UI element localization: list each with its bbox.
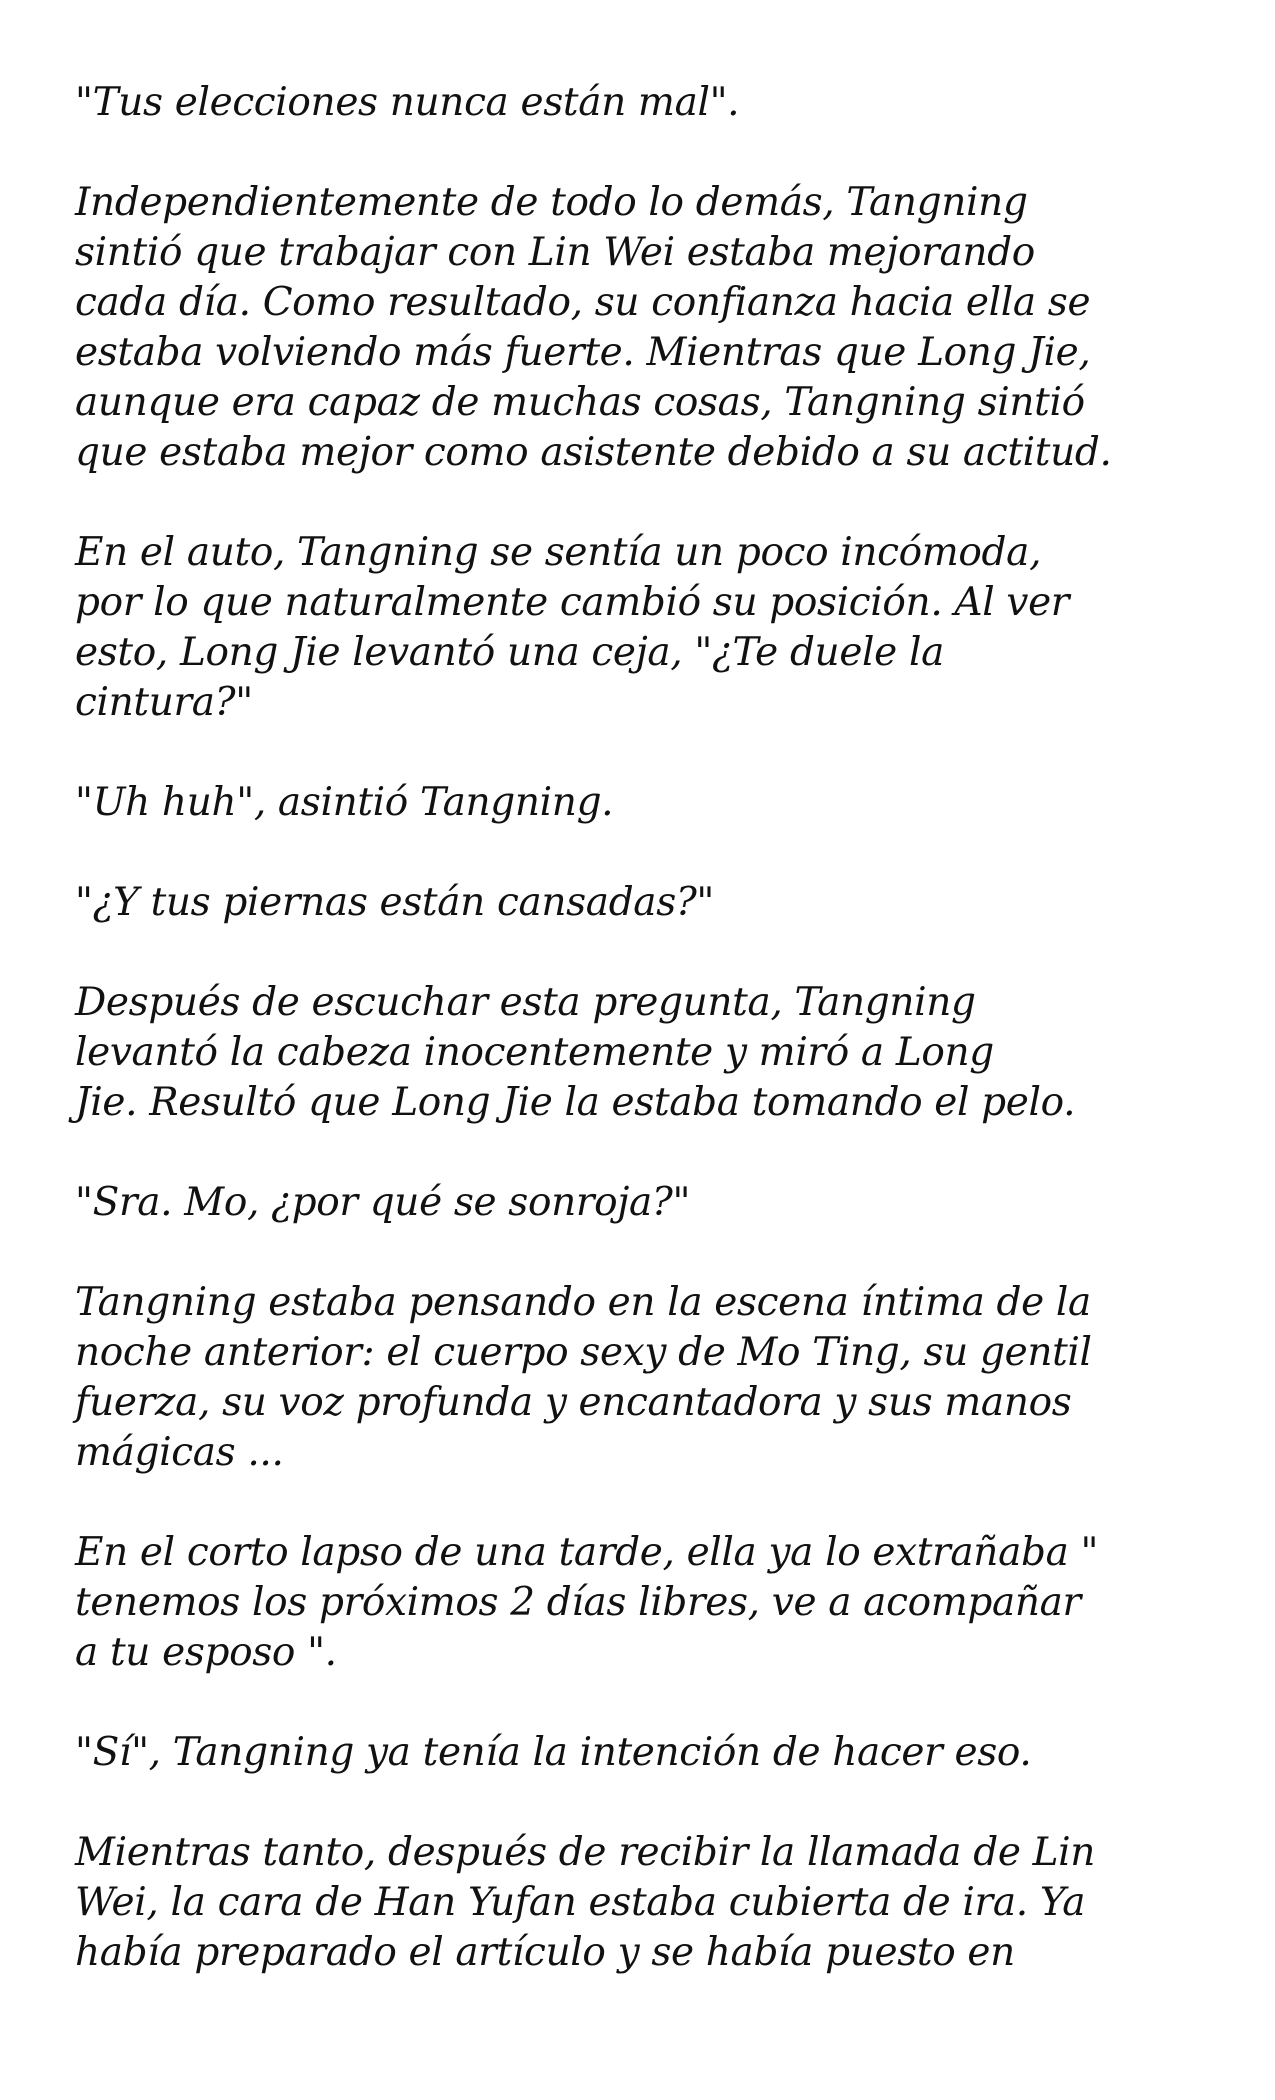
paragraph bbox=[75, 1728, 1225, 1778]
paragraph bbox=[75, 78, 1225, 128]
paragraph bbox=[75, 1528, 1225, 1678]
text-line: "Sí", Tangning ya tenía la intención de hacer eso. bbox=[75, 1730, 1032, 1775]
text-line: En el auto, Tangning se sentía un poco incómoda, bbox=[75, 530, 1042, 575]
text-line: esto, Long Jie levantó una ceja, "¿Te duele la bbox=[75, 630, 944, 675]
text-line: a tu esposo ". bbox=[75, 1630, 337, 1675]
text-line: sintió que trabajar con Lin Wei estaba mejorando bbox=[75, 230, 1035, 275]
text-line: Mientras tanto, después de recibir la llamada de Lin bbox=[75, 1830, 1096, 1875]
text-line: "Uh huh", asintió Tangning. bbox=[75, 780, 614, 825]
text-line: había preparado el artículo y se había puesto en bbox=[75, 1930, 1015, 1975]
paragraph bbox=[75, 178, 1225, 478]
text-line: Independientemente de todo lo demás, Tangning bbox=[75, 180, 1028, 225]
text-line: Después de escuchar esta pregunta, Tangning bbox=[75, 980, 976, 1025]
text-line: aunque era capaz de muchas cosas, Tangning sintió bbox=[75, 380, 1085, 425]
text-line: Wei, la cara de Han Yufan estaba cubierta de ira. Ya bbox=[75, 1880, 1086, 1925]
paragraph bbox=[75, 978, 1225, 1128]
text-line: mágicas ... bbox=[75, 1430, 284, 1475]
text-line: "Tus elecciones nunca están mal". bbox=[75, 80, 740, 125]
text-line: tenemos los próximos 2 días libres, ve a acompañar bbox=[75, 1580, 1081, 1625]
text-line: En el corto lapso de una tarde, ella ya lo extrañaba " bbox=[75, 1530, 1099, 1575]
paragraph bbox=[75, 1828, 1225, 1978]
text-line: cintura?" bbox=[75, 680, 253, 725]
paragraph bbox=[75, 1278, 1225, 1478]
text-line: noche anterior: el cuerpo sexy de Mo Ting, su gentil bbox=[75, 1330, 1092, 1375]
text-line: "Sra. Mo, ¿por qué se sonroja?" bbox=[75, 1180, 691, 1225]
paragraph bbox=[75, 778, 1225, 828]
paragraph bbox=[75, 1178, 1225, 1228]
text-line: Jie. Resultó que Long Jie la estaba tomando el pelo. bbox=[75, 1080, 1076, 1125]
text-line: "¿Y tus piernas están cansadas?" bbox=[75, 880, 715, 925]
text-line: que estaba mejor como asistente debido a su actitud. bbox=[75, 430, 1112, 475]
text-line: por lo que naturalmente cambió su posición. Al ver bbox=[75, 580, 1070, 625]
paragraph bbox=[75, 528, 1225, 728]
text-line: estaba volviendo más fuerte. Mientras que Long Jie, bbox=[75, 330, 1091, 375]
text-line: fuerza, su voz profunda y encantadora y sus manos bbox=[75, 1380, 1072, 1425]
paragraph bbox=[75, 878, 1225, 928]
text-line: Tangning estaba pensando en la escena íntima de la bbox=[75, 1280, 1091, 1325]
text-line: cada día. Como resultado, su confianza hacia ella se bbox=[75, 280, 1091, 325]
text-line: levantó la cabeza inocentemente y miró a Long bbox=[75, 1030, 994, 1075]
